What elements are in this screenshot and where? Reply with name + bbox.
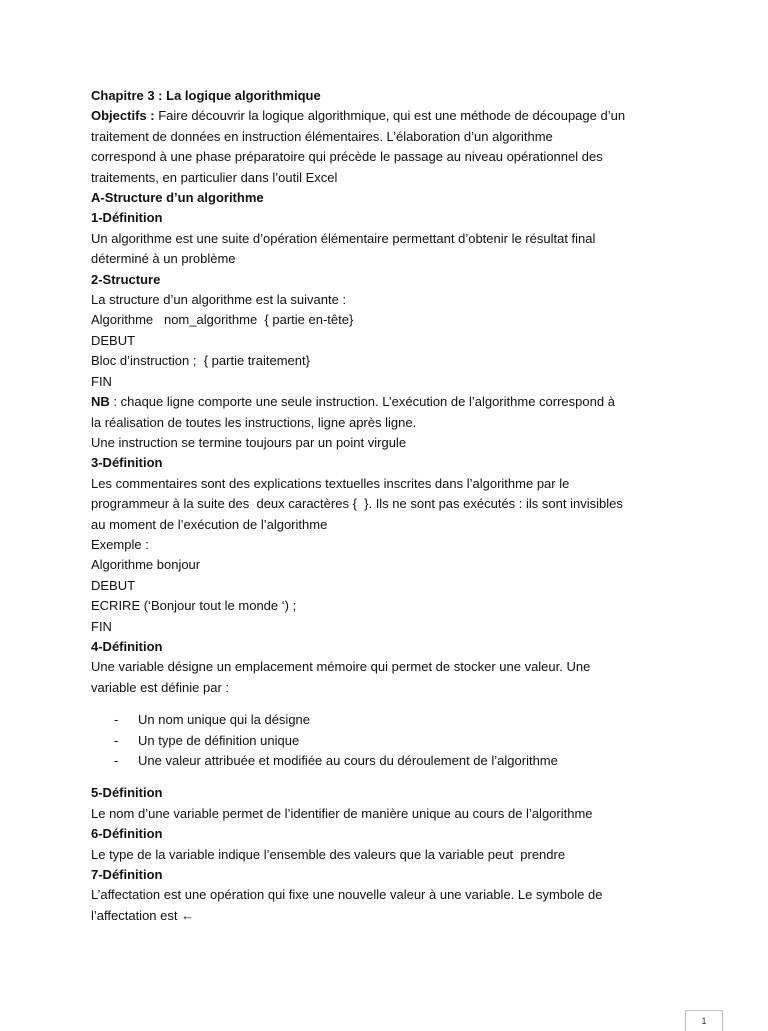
- nb-line-1: [91, 392, 691, 412]
- nb-label: NB: [91, 394, 110, 410]
- list-item: [91, 731, 691, 751]
- list-item-text: Un nom unique qui la désigne: [138, 712, 311, 728]
- page-number: 1: [685, 1010, 723, 1031]
- nb-text-3: Une instruction se termine toujours par un point virgule: [91, 434, 407, 450]
- def3-text-8: FIN: [91, 618, 112, 634]
- def1-heading: 1-Définition: [91, 210, 163, 226]
- objectifs-text-4: traitements, en particulier dans l’outil Excel: [91, 169, 338, 185]
- objectifs-text-1: Faire découvrir la logique algorithmique, qui est une méthode de découpage d’un: [154, 108, 626, 124]
- bullet-dash: -: [114, 712, 119, 728]
- objectifs-line-1: [91, 106, 691, 126]
- struct2-text-2: Algorithme nom_algorithme { partie en-tête}: [91, 312, 354, 328]
- list-item-text: Un type de définition unique: [138, 732, 300, 748]
- struct2-text-3: DEBUT: [91, 332, 136, 348]
- nb-text-1: : chaque ligne comporte une seule instruction. L’exécution de l’algorithme correspond à: [109, 394, 615, 410]
- chapter-title: Chapitre 3 : La logique algorithmique: [91, 88, 321, 103]
- def6-heading: 6-Définition: [91, 826, 163, 842]
- list-item-text: Une valeur attribuée et modifiée au cours du déroulement de l’algorithme: [138, 753, 558, 768]
- objectifs-text-2: traitement de données en instruction élémentaires. L’élaboration d’un algorithme: [91, 128, 553, 144]
- def3-text-5: Algorithme bonjour: [91, 557, 201, 573]
- struct2-heading: 2-Structure: [91, 271, 161, 287]
- def3-text-7: ECRIRE (‘Bonjour tout le monde ‘) ;: [91, 598, 297, 614]
- section-a-heading: A-Structure d’un algorithme: [91, 190, 264, 206]
- def6-text-1: Le type de la variable indique l’ensemble des valeurs que la variable peut prendre: [91, 846, 566, 862]
- def7-text-2: l’affectation est ←: [91, 907, 195, 923]
- objectifs-text-3: correspond à une phase préparatoire qui précède le passage au niveau opérationnel des: [91, 149, 603, 165]
- nb-text-2: la réalisation de toutes les instructions, ligne après ligne.: [91, 414, 417, 430]
- def4-heading: 4-Définition: [91, 638, 163, 654]
- def3-text-6: DEBUT: [91, 577, 136, 593]
- def3-text-4: Exemple :: [91, 536, 149, 552]
- document-page: [91, 86, 691, 926]
- list-item: [91, 751, 691, 771]
- bullet-dash: -: [114, 753, 119, 768]
- def3-text-2: programmeur à la suite des deux caractères { }. Ils ne sont pas exécutés : ils sont invisibles: [91, 496, 623, 512]
- def3-text-1: Les commentaires sont des explications textuelles inscrites dans l’algorithme par le: [91, 475, 570, 491]
- list-item: [91, 710, 691, 730]
- def3-heading: 3-Définition: [91, 455, 163, 471]
- struct2-text-1: La structure d’un algorithme est la suivante :: [91, 292, 347, 308]
- def5-heading: 5-Définition: [91, 785, 163, 801]
- def5-text-1: Le nom d’une variable permet de l’identifier de manière unique au cours de l’algorithme: [91, 805, 593, 821]
- def7-heading: 7-Définition: [91, 867, 163, 883]
- objectifs-label: Objectifs :: [91, 108, 155, 124]
- def1-text-1: Un algorithme est une suite d’opération élémentaire permettant d’obtenir le résultat final: [91, 230, 596, 246]
- def3-text-3: au moment de l’exécution de l’algorithme: [91, 516, 328, 532]
- def4-text-1: Une variable désigne un emplacement mémoire qui permet de stocker une valeur. Une: [91, 659, 591, 675]
- def4-text-2: variable est définie par :: [91, 679, 230, 695]
- bullet-dash: -: [114, 732, 119, 748]
- def1-text-2: déterminé à un problème: [91, 251, 236, 267]
- struct2-text-4: Bloc d’instruction ; { partie traitement}: [91, 353, 310, 369]
- struct2-text-5: FIN: [91, 373, 112, 389]
- variable-properties-list: [91, 710, 691, 771]
- def7-text-1: L’affectation est une opération qui fixe une nouvelle valeur à une variable. Le symbole de: [91, 887, 603, 903]
